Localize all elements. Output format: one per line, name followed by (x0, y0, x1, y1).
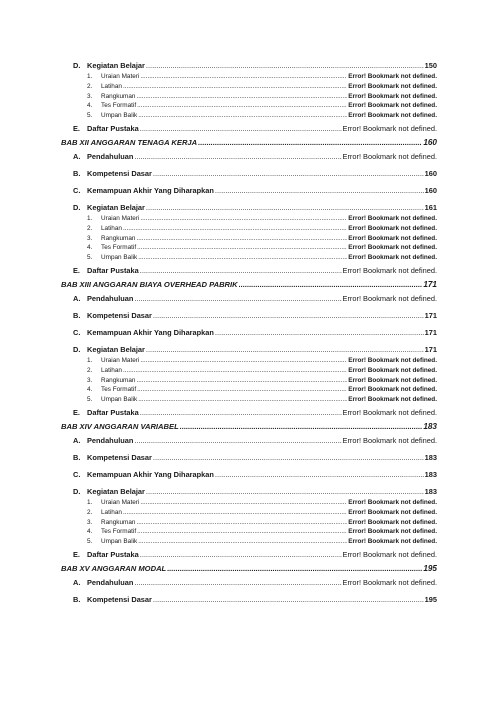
toc-entry-daftar-pustaka[interactable]: E. Daftar Pustaka ..... Error! Bookmark not defined. (61, 123, 437, 135)
page-number: 171 (424, 310, 437, 320)
dot-leader (215, 469, 424, 481)
dot-leader (153, 452, 424, 464)
bookmark-error: Error! Bookmark not defined. (348, 376, 437, 384)
toc-subentry[interactable]: 3. Rangkuman ..... Error! Bookmark not defined. (61, 92, 437, 102)
dot-leader (123, 508, 347, 518)
dot-leader (146, 60, 424, 72)
bookmark-error: Error! Bookmark not defined. (348, 396, 437, 404)
dot-leader (146, 486, 424, 498)
chapter-heading-bab-xiv[interactable] (61, 420, 437, 433)
bookmark-error: Error! Bookmark not defined. (348, 356, 437, 364)
chapter-title: BAB XII ANGGARAN TENAGA KERJA (61, 137, 198, 147)
toc-subentry[interactable]: 5. Umpan Balik ..... Error! Bookmark not defined. (61, 111, 437, 121)
bookmark-error: Error! Bookmark not defined. (342, 549, 437, 559)
bookmark-error: Error! Bookmark not defined. (342, 407, 437, 417)
bookmark-error: Error! Bookmark not defined. (348, 112, 437, 120)
dot-leader (140, 265, 342, 277)
toc-subentry[interactable]: 5. Umpan Balik ..... Error! Bookmark not defined. (61, 537, 437, 547)
table-of-contents (61, 60, 437, 606)
page-number: 160 (423, 137, 437, 147)
toc-entry-kompetensi-dasar[interactable]: B. Kompetensi Dasar ..... 160 (61, 168, 437, 180)
toc-entry-pendahuluan[interactable]: A. Pendahuluan ..... Error! Bookmark not defined. (61, 577, 437, 589)
dot-leader (137, 385, 347, 395)
dot-leader (153, 168, 424, 180)
toc-entry-daftar-pustaka[interactable]: E. Daftar Pustaka ..... Error! Bookmark not defined. (61, 407, 437, 419)
page-number: 161 (424, 202, 437, 212)
bookmark-error: Error! Bookmark not defined. (348, 73, 437, 80)
dot-leader (239, 278, 423, 291)
toc-entry-daftar-pustaka[interactable]: E. Daftar Pustaka ..... Error! Bookmark not defined. (61, 549, 437, 561)
page-number: 183 (423, 421, 437, 431)
toc-subentry[interactable]: 1. Uraian Materi ..... Error! Bookmark not defined. (61, 356, 437, 366)
dot-leader (215, 327, 424, 339)
toc-entry-kemampuan-akhir[interactable]: C. Kemampuan Akhir Yang Diharapkan ..... 183 (61, 469, 437, 481)
bookmark-error: Error! Bookmark not defined. (348, 538, 437, 546)
bookmark-error: Error! Bookmark not defined. (348, 254, 437, 262)
toc-subentry[interactable]: 2. Latihan ..... Error! Bookmark not defined. (61, 82, 437, 92)
bookmark-error: Error! Bookmark not defined. (348, 518, 437, 526)
dot-leader (153, 594, 424, 606)
page-number: 171 (423, 279, 437, 289)
dot-leader (138, 395, 347, 405)
dot-leader (167, 562, 422, 575)
toc-subentry[interactable]: 1. Uraian Materi ..... Error! Bookmark not defined. (61, 214, 437, 224)
dot-leader (136, 376, 347, 386)
page-number: 160 (424, 168, 437, 178)
toc-subentry[interactable]: 2. Latihan ..... Error! Bookmark not defined. (61, 224, 437, 234)
toc-subentry[interactable]: 3. Rangkuman ..... Error! Bookmark not defined. (61, 376, 437, 386)
bookmark-error: Error! Bookmark not defined. (348, 528, 437, 536)
toc-entry-daftar-pustaka[interactable]: E. Daftar Pustaka ..... Error! Bookmark not defined. (61, 265, 437, 277)
toc-subentry[interactable]: 2. Latihan ..... Error! Bookmark not defined. (61, 508, 437, 518)
dot-leader (123, 224, 347, 234)
bookmark-error: Error! Bookmark not defined. (348, 214, 437, 222)
dot-leader (134, 151, 341, 163)
toc-subentry[interactable]: 4. Tes Formatif ..... Error! Bookmark not defined. (61, 243, 437, 253)
bookmark-error: Error! Bookmark not defined. (342, 123, 437, 133)
dot-leader (136, 234, 347, 244)
dot-leader (123, 366, 347, 376)
toc-entry-kemampuan-akhir[interactable]: C. Kemampuan Akhir Yang Diharapkan ..... 160 (61, 185, 437, 197)
chapter-title: BAB XIII ANGGARAN BIAYA OVERHEAD PABRIK (61, 279, 238, 289)
page-number: 183 (424, 486, 437, 496)
toc-subentry[interactable]: 5. Umpan Balik ..... Error! Bookmark not defined. (61, 395, 437, 405)
bookmark-error: Error! Bookmark not defined. (348, 366, 437, 374)
dot-leader (140, 407, 342, 419)
dot-leader (136, 92, 347, 102)
toc-subentry[interactable]: 1. Uraian Materi ..... Error! Bookmark not defined. (61, 72, 437, 82)
dot-leader (180, 420, 423, 433)
dot-leader (138, 253, 347, 263)
toc-subentry[interactable]: 4. Tes Formatif ..... Error! Bookmark not defined. (61, 385, 437, 395)
dot-leader (140, 356, 347, 366)
toc-entry-kompetensi-dasar[interactable]: B. Kompetensi Dasar ..... 171 (61, 310, 437, 322)
dot-leader (140, 123, 342, 135)
toc-entry-label: Kegiatan Belajar (87, 61, 145, 70)
toc-subentry[interactable]: 3. Rangkuman ..... Error! Bookmark not defined. (61, 234, 437, 244)
bookmark-error: Error! Bookmark not defined. (348, 224, 437, 232)
toc-entry-pendahuluan[interactable]: A. Pendahuluan ..... Error! Bookmark not defined. (61, 293, 437, 305)
bookmark-error: Error! Bookmark not defined. (348, 498, 437, 506)
bookmark-error: Error! Bookmark not defined. (348, 102, 437, 110)
toc-entry-kegiatan-belajar[interactable]: D. Kegiatan Belajar ..... 171 (61, 344, 437, 356)
toc-subentry[interactable]: 4. Tes Formatif ..... Error! Bookmark not defined. (61, 527, 437, 537)
toc-entry-kemampuan-akhir[interactable]: C. Kemampuan Akhir Yang Diharapkan ..... 171 (61, 327, 437, 339)
dot-leader (198, 136, 422, 149)
dot-leader (140, 214, 347, 224)
toc-entry-pendahuluan[interactable]: A. Pendahuluan ..... Error! Bookmark not defined. (61, 435, 437, 447)
page-number: 195 (423, 563, 437, 573)
chapter-heading-bab-xiii[interactable] (61, 278, 437, 291)
toc-entry-pendahuluan[interactable]: A. Pendahuluan ..... Error! Bookmark not defined. (61, 151, 437, 163)
page-number: 171 (424, 327, 437, 337)
toc-entry-kegiatan-belajar[interactable]: D. Kegiatan Belajar ..... 183 (61, 486, 437, 498)
dot-leader (134, 293, 341, 305)
dot-leader (137, 101, 347, 111)
dot-leader (140, 549, 342, 561)
dot-leader (215, 185, 424, 197)
dot-leader (136, 518, 347, 528)
dot-leader (134, 577, 341, 589)
toc-entry-kegiatan-belajar[interactable]: D. Kegiatan Belajar ..... 150 (61, 60, 437, 72)
toc-subentry[interactable]: 5. Umpan Balik ..... Error! Bookmark not defined. (61, 253, 437, 263)
bookmark-error: Error! Bookmark not defined. (348, 508, 437, 516)
dot-leader (138, 537, 347, 547)
dot-leader (146, 344, 424, 356)
toc-entry-kompetensi-dasar[interactable]: B. Kompetensi Dasar ..... 195 (61, 594, 437, 606)
toc-subentry[interactable]: 4. Tes Formatif ..... Error! Bookmark not defined. (61, 101, 437, 111)
dot-leader (153, 310, 424, 322)
toc-subentry[interactable]: 1. Uraian Materi ..... Error! Bookmark not defined. (61, 498, 437, 508)
page-number: 160 (424, 185, 437, 195)
page-number: 183 (424, 469, 437, 479)
page-number: 150 (424, 61, 437, 70)
chapter-title: BAB XIV ANGGARAN VARIABEL (61, 421, 179, 431)
toc-subentry[interactable]: 3. Rangkuman ..... Error! Bookmark not defined. (61, 518, 437, 528)
bookmark-error: Error! Bookmark not defined. (342, 265, 437, 275)
toc-subentry[interactable]: 2. Latihan ..... Error! Bookmark not defined. (61, 366, 437, 376)
page-number: 183 (424, 452, 437, 462)
dot-leader (137, 527, 347, 537)
toc-entry-kegiatan-belajar[interactable]: D. Kegiatan Belajar ..... 161 (61, 202, 437, 214)
dot-leader (140, 72, 347, 82)
page-number: 195 (424, 594, 437, 604)
chapter-title: BAB XV ANGGARAN MODAL (61, 563, 167, 573)
bookmark-error: Error! Bookmark not defined. (348, 386, 437, 394)
dot-leader (137, 243, 347, 253)
bookmark-error: Error! Bookmark not defined. (342, 151, 437, 161)
dot-leader (123, 82, 347, 92)
chapter-heading-bab-xii[interactable] (61, 136, 437, 149)
dot-leader (138, 111, 347, 121)
bookmark-error: Error! Bookmark not defined. (348, 92, 437, 100)
dot-leader (140, 498, 347, 508)
chapter-heading-bab-xv[interactable] (61, 562, 437, 575)
toc-entry-kompetensi-dasar[interactable]: B. Kompetensi Dasar ..... 183 (61, 452, 437, 464)
dot-leader (146, 202, 424, 214)
bookmark-error: Error! Bookmark not defined. (342, 435, 437, 445)
dot-leader (134, 435, 341, 447)
page-number: 171 (424, 344, 437, 354)
bookmark-error: Error! Bookmark not defined. (348, 244, 437, 252)
bookmark-error: Error! Bookmark not defined. (342, 293, 437, 303)
bookmark-error: Error! Bookmark not defined. (348, 82, 437, 90)
bookmark-error: Error! Bookmark not defined. (348, 234, 437, 242)
bookmark-error: Error! Bookmark not defined. (342, 577, 437, 587)
